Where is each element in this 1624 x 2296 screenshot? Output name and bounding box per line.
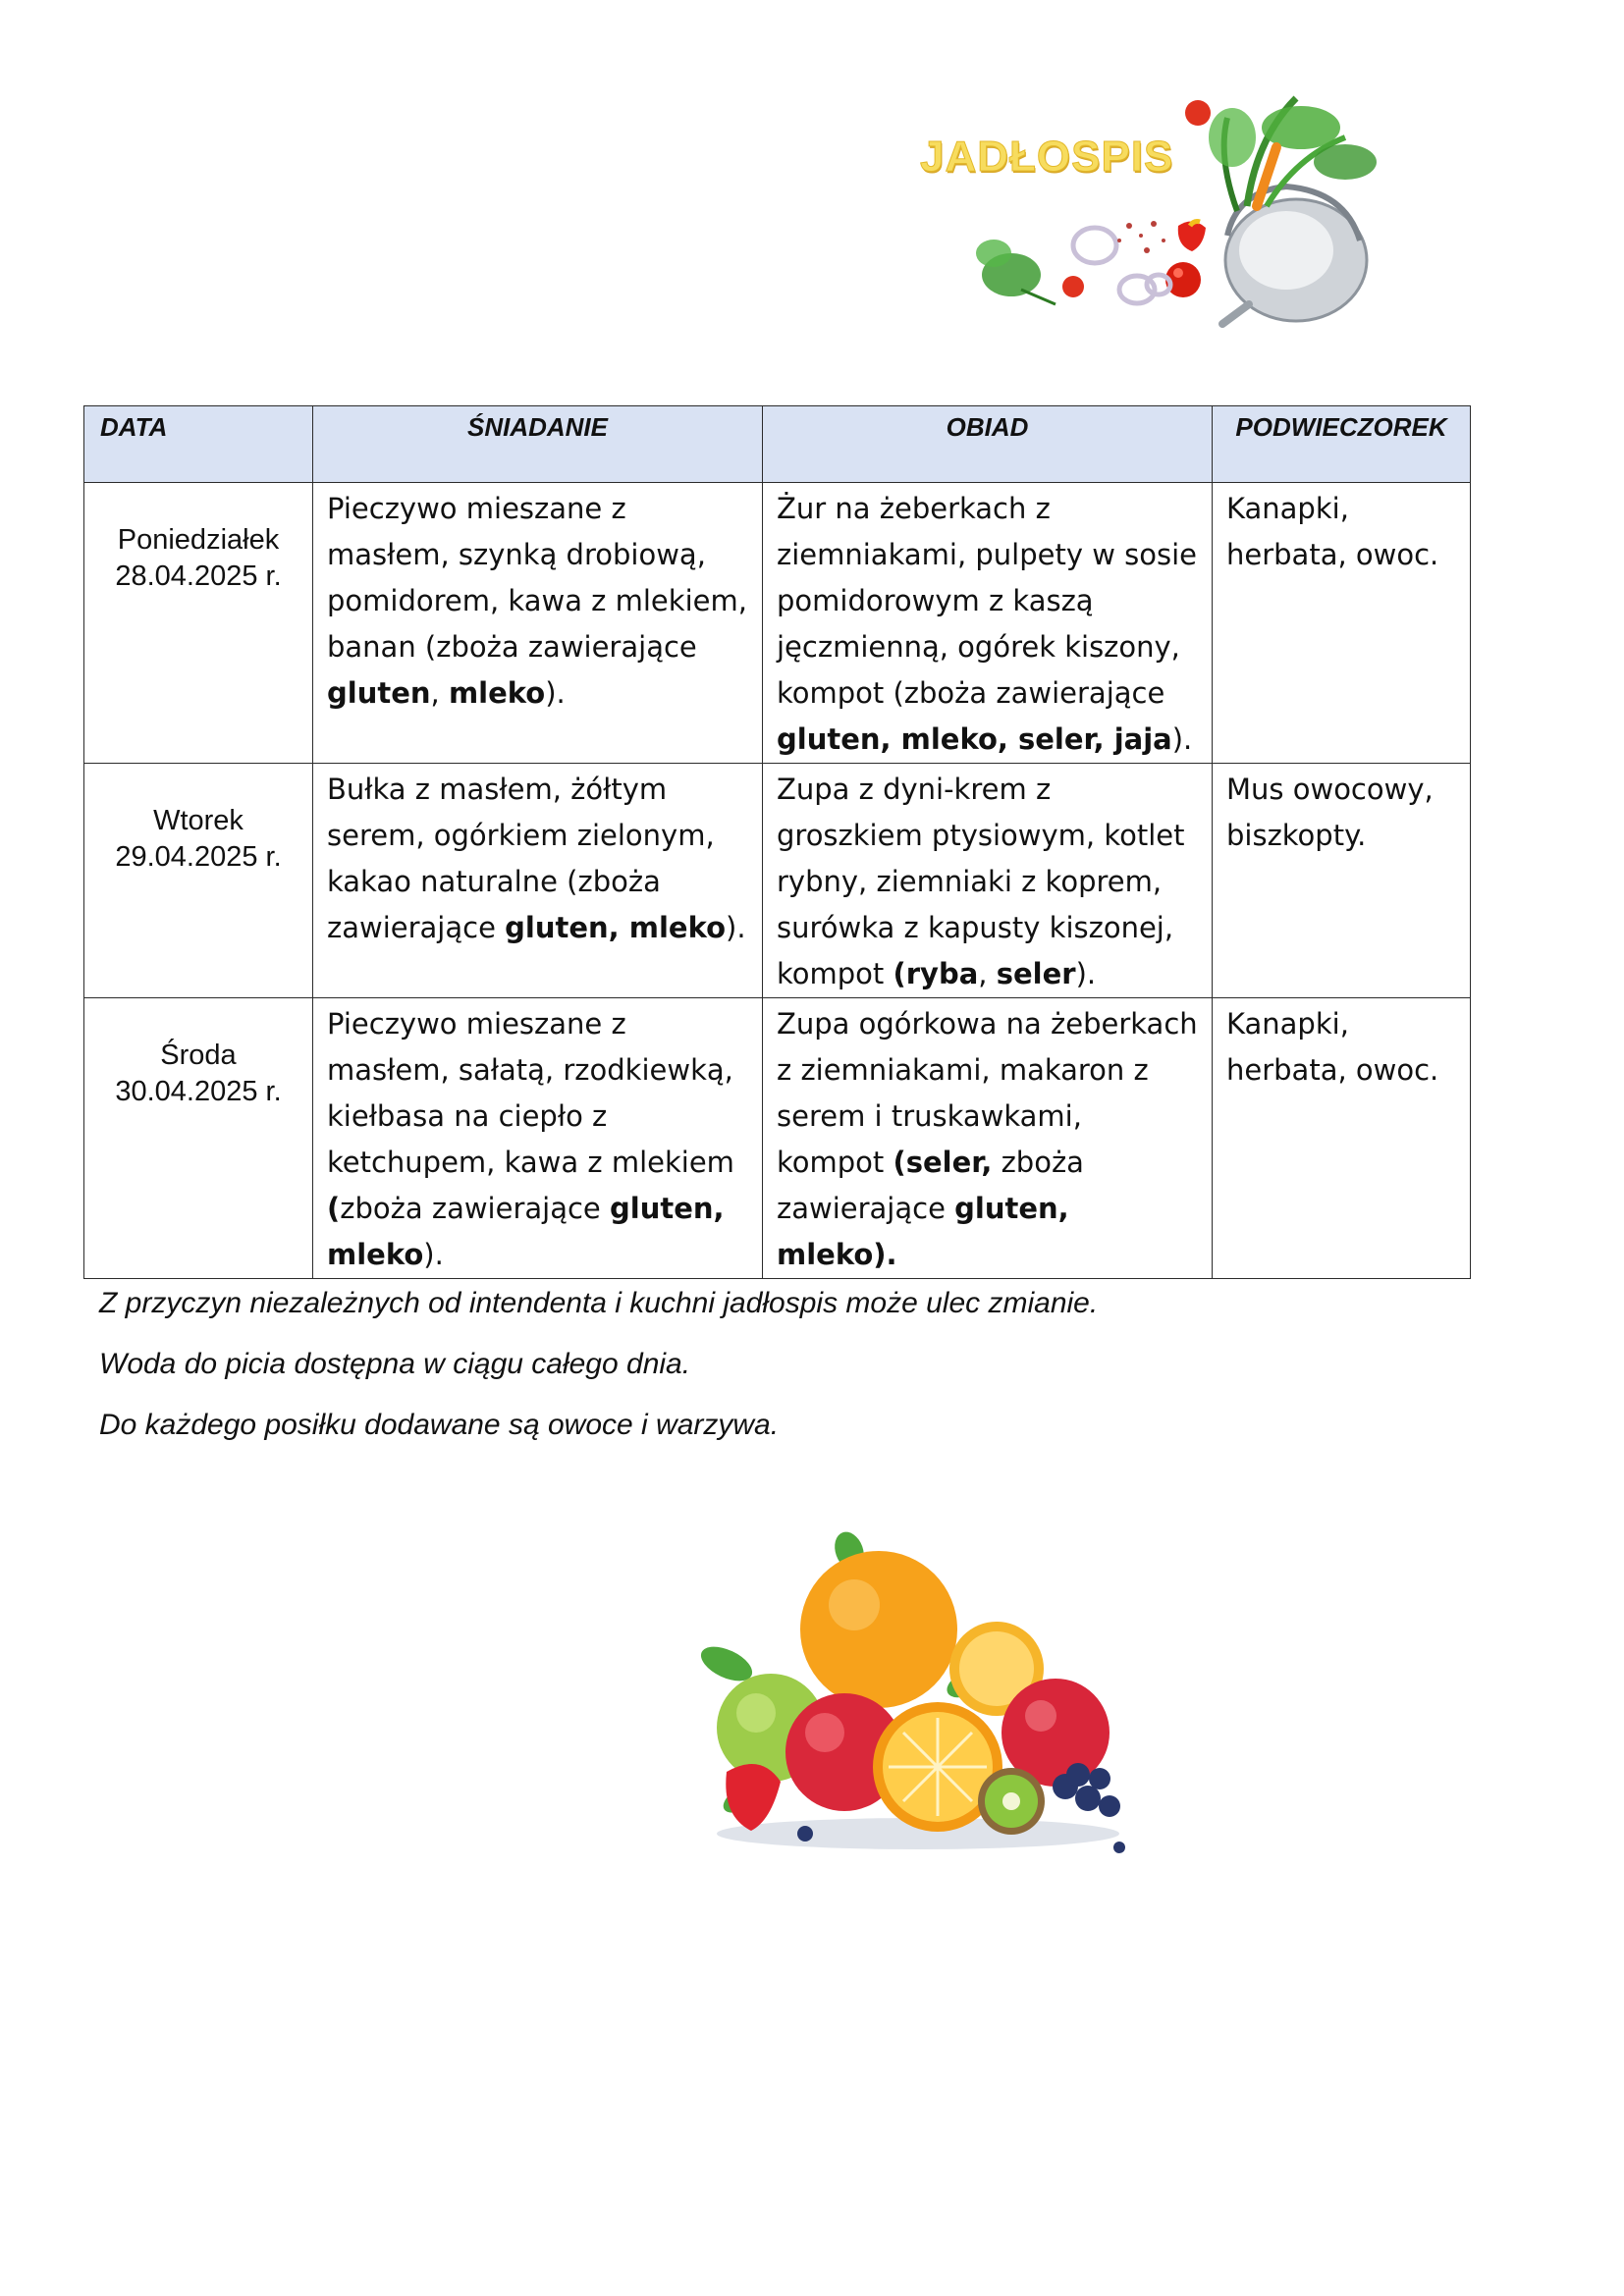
allergen-text: gluten: [327, 676, 431, 710]
table-row: [84, 483, 1471, 764]
orange-icon: [800, 1551, 957, 1708]
lunch-cell: Żur na żeberkach z ziemniakami, pulpety w sosie pomidorowym z kaszą jęczmienną, ogórek kiszony, kompot (zboża zawierające gluten, mleko, seler, jaja).: [763, 483, 1213, 764]
allergen-text: gluten, mleko: [327, 1192, 725, 1271]
notes: [99, 1286, 1098, 1468]
tomato-icon: [1185, 100, 1211, 126]
allergen-text: (: [327, 1192, 341, 1225]
header-snack: PODWIECZOREK: [1213, 406, 1471, 483]
allergen-text: gluten, mleko: [505, 911, 727, 944]
logo-title: JADŁOSPIS: [920, 133, 1174, 181]
date-cell: [84, 998, 313, 1279]
day-date: 29.04.2025 r.: [115, 841, 282, 873]
kiwi-icon: [978, 1768, 1045, 1835]
small-tomato-icon: [1062, 276, 1084, 297]
allergen-text: gluten, mleko).: [777, 1192, 1069, 1271]
date-cell: [84, 483, 313, 764]
day-date: 30.04.2025 r.: [115, 1076, 282, 1107]
allergen-text: gluten, mleko, seler, jaja: [777, 722, 1172, 756]
header-date: DATA: [84, 406, 313, 483]
header-breakfast: ŚNIADANIE: [313, 406, 763, 483]
allergen-text: seler: [996, 957, 1076, 990]
strawberry-icon: [726, 1764, 781, 1831]
snack-cell: Kanapki, herbata, owoc.: [1213, 998, 1471, 1279]
breakfast-cell: Pieczywo mieszane z masłem, sałatą, rzodkiewką, kiełbasa na ciepło z ketchupem, kawa z mlekiem (zboża zawierające gluten, mleko).: [313, 998, 763, 1279]
lunch-cell: Zupa ogórkowa na żeberkach z ziemniakami, makaron z serem i truskawkami, kompot (seler, zboża zawierające gluten, mleko).: [763, 998, 1213, 1279]
table-row: [84, 998, 1471, 1279]
allergen-text: (seler,: [893, 1146, 993, 1179]
parsley-icon: [976, 240, 1056, 304]
onion-rings-icon: [1073, 228, 1170, 303]
breakfast-cell: Bułka z masłem, żółtym serem, ogórkiem zielonym, kakao naturalne (zboża zawierające gluten, mleko).: [313, 764, 763, 998]
pot-icon: [1222, 187, 1367, 324]
date-cell: [84, 764, 313, 998]
breakfast-cell: Pieczywo mieszane z masłem, szynką drobiową, pomidorem, kawa z mlekiem, banan (zboża zawierające gluten, mleko).: [313, 483, 763, 764]
table-header-row: [84, 406, 1471, 483]
snack-cell: Kanapki, herbata, owoc.: [1213, 483, 1471, 764]
fruit-illustration: [687, 1522, 1159, 1875]
header-lunch: OBIAD: [763, 406, 1213, 483]
note-line: Do każdego posiłku dodawane są owoce i warzywa.: [99, 1409, 780, 1441]
allergen-text: mleko: [448, 676, 546, 710]
snack-cell: Mus owocowy, biszkopty.: [1213, 764, 1471, 998]
lunch-cell: Zupa z dyni-krem z groszkiem ptysiowym, kotlet rybny, ziemniaki z koprem, surówka z kapusty kiszonej, kompot (ryba, seler).: [763, 764, 1213, 998]
note-line: Z przyczyn niezależnych od intendenta i kuchni jadłospis może ulec zmianie.: [99, 1287, 1099, 1319]
day-name: Środa: [160, 1040, 237, 1071]
day-name: Poniedziałek: [117, 524, 280, 556]
menu-table: [83, 405, 1471, 1279]
herbs-icon: [1209, 98, 1377, 211]
day-name: Wtorek: [153, 805, 244, 836]
day-date: 28.04.2025 r.: [115, 561, 282, 592]
allergen-text: (ryba: [893, 957, 979, 990]
header-illustration: [884, 79, 1414, 373]
table-row: [84, 764, 1471, 998]
note-line: Woda do picia dostępna w ciągu całego dnia.: [99, 1348, 691, 1380]
spice-dots: [1117, 221, 1165, 253]
